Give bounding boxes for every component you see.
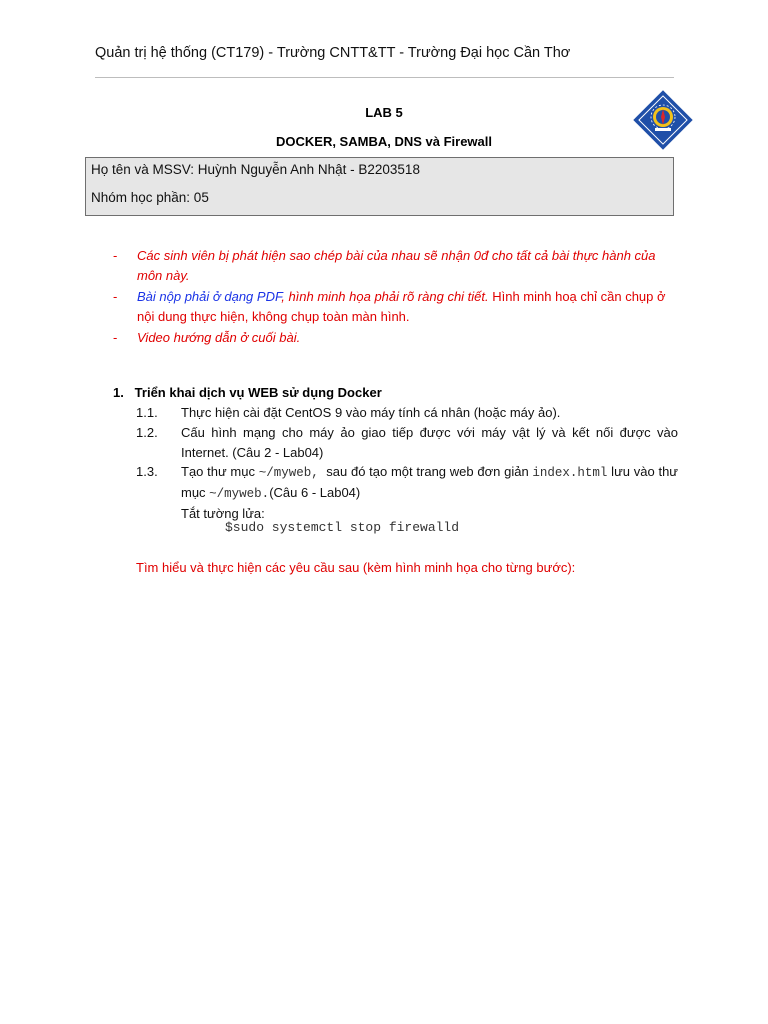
note-pdf-clarity: , hình minh họa phải rõ ràng chi tiết. [281, 289, 489, 304]
item3-part1: Tạo thư mục [181, 464, 259, 479]
university-seal-icon [633, 90, 693, 150]
firewall-command: $sudo systemctl stop firewalld [225, 520, 460, 535]
note-pdf [113, 287, 678, 327]
item3-part3: lưu vào thư mục [181, 464, 678, 500]
bullet-dash: - [113, 289, 118, 304]
item3-part2: sau đó tạo một trang web đơn giản [318, 464, 533, 479]
bullet-dash: - [113, 330, 118, 345]
section-heading: 1. Triển khai dịch vụ WEB sử dụng Docker [113, 385, 382, 400]
item-text: Thực hiện cài đặt CentOS 9 vào máy tính cá nhân (hoặc máy ảo). [181, 405, 561, 420]
item-number: 1.3. [136, 464, 158, 479]
note-copying [113, 246, 678, 286]
dir-name-2: ~/myweb. [209, 487, 270, 501]
note-copying-text: Các sinh viên bị phát hiện sao chép bài của nhau sẽ nhận 0đ cho tất cả bài thực hành của môn này. [137, 248, 656, 283]
page-header: Quản trị hệ thống (CT179) - Trường CNTT&TT - Trường Đại học Cần Thơ [95, 45, 571, 61]
dir-name: ~/myweb, [258, 466, 319, 480]
student-name-line: Họ tên và MSSV: Huỳnh Nguyễn Anh Nhật - B2203518 [91, 162, 420, 177]
item-number: 1.1. [136, 405, 158, 420]
instruction-text: Tìm hiểu và thực hiện các yêu cầu sau (kèm hình minh họa cho từng bước): [136, 560, 576, 575]
lab-subtitle: DOCKER, SAMBA, DNS và Firewall [276, 134, 492, 149]
file-name: index.html [532, 466, 608, 480]
note-pdf-format: Bài nộp phải ở dạng PDF [137, 289, 282, 304]
item-text [181, 462, 678, 524]
list-item [136, 462, 678, 524]
note-pdf-body [137, 287, 678, 327]
bullet-dash: - [113, 248, 118, 263]
student-info-box [85, 157, 674, 216]
note-pdf-screenshot: Hình minh hoạ chỉ cần chụp ở nội dung thực hiện, không chụp toàn màn hình. [137, 289, 666, 324]
note-video [113, 328, 678, 348]
header-divider [95, 77, 674, 78]
item-text: Cấu hình mạng cho máy ảo giao tiếp được với máy vật lý và kết nối được vào Internet. (Câu 2 - Lab04) [181, 425, 678, 460]
note-video-text: Video hướng dẫn ở cuối bài. [137, 330, 301, 345]
lab-title: LAB 5 [365, 105, 403, 120]
item3-part4: (Câu 6 - Lab04) [269, 485, 361, 500]
list-item [136, 403, 678, 423]
firewall-label: Tắt tường lửa: [181, 506, 265, 521]
list-item [136, 423, 678, 463]
group-line: Nhóm học phần: 05 [91, 190, 209, 205]
item-number: 1.2. [136, 425, 158, 440]
